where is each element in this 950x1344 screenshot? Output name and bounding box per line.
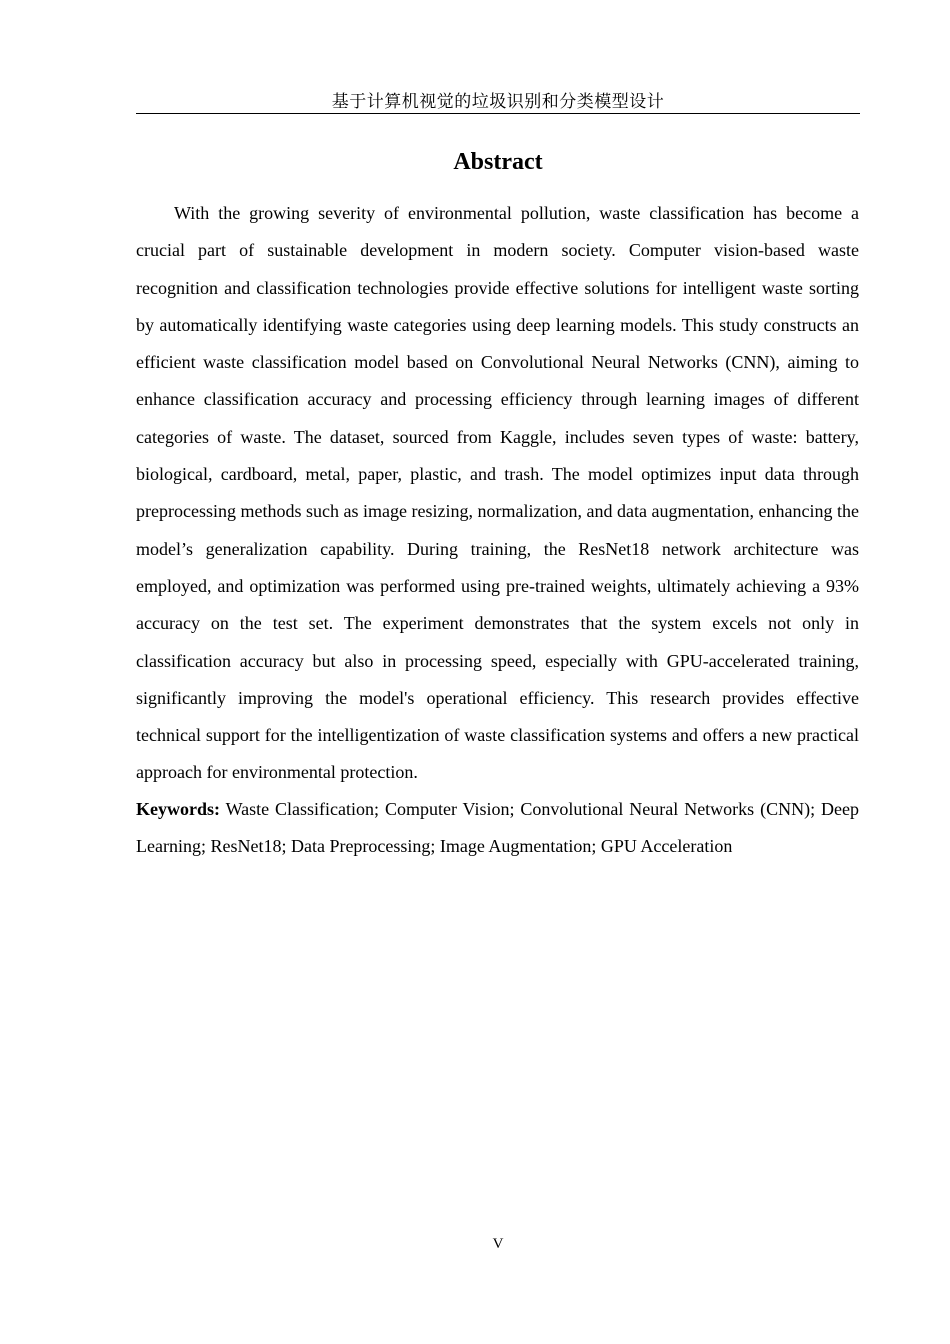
abstract-title: Abstract: [453, 149, 543, 175]
header-rule: [136, 113, 860, 114]
page-number: V: [492, 1236, 504, 1252]
keywords-text: Waste Classification; Computer Vision; Convolutional Neural Networks (CNN); Deep Learning; ResNet18; Data Preprocessing; Image Augmentation; GPU Acceleration: [136, 799, 859, 856]
running-header: 基于计算机视觉的垃圾识别和分类模型设计: [331, 92, 665, 112]
abstract-body: With the growing severity of environmental pollution, waste classification has become a crucial part of sustainable development in modern society. Computer vision-based waste recognition and classification technologies provide effective solutions for intelligent waste sorting by automatically identifying waste categories using deep learning models. This study constructs an efficient waste classification model based on Convolutional Neural Networks (CNN), aiming to enhance classification accuracy and processing efficiency through learning images of different categories of waste. The dataset, sourced from Kaggle, includes seven types of waste: battery, biological, cardboard, metal, paper, plastic, and trash. The model optimizes input data through preprocessing methods such as image resizing, normalization, and data augmentation, enhancing the model’s generalization capability. During training, the ResNet18 network architecture was employed, and optimization was performed using pre-trained weights, ultimately achieving a 93% accuracy on the test set. The experiment demonstrates that the system excels not only in classification accuracy but also in processing speed, especially with GPU-accelerated training, significantly improving the model's operational efficiency. This research provides effective technical support for the intelligentization of waste classification systems and offers a new practical approach for environmental protection.: [136, 203, 859, 783]
keywords-paragraph: [136, 791, 859, 865]
keywords-label: Keywords:: [136, 799, 220, 819]
